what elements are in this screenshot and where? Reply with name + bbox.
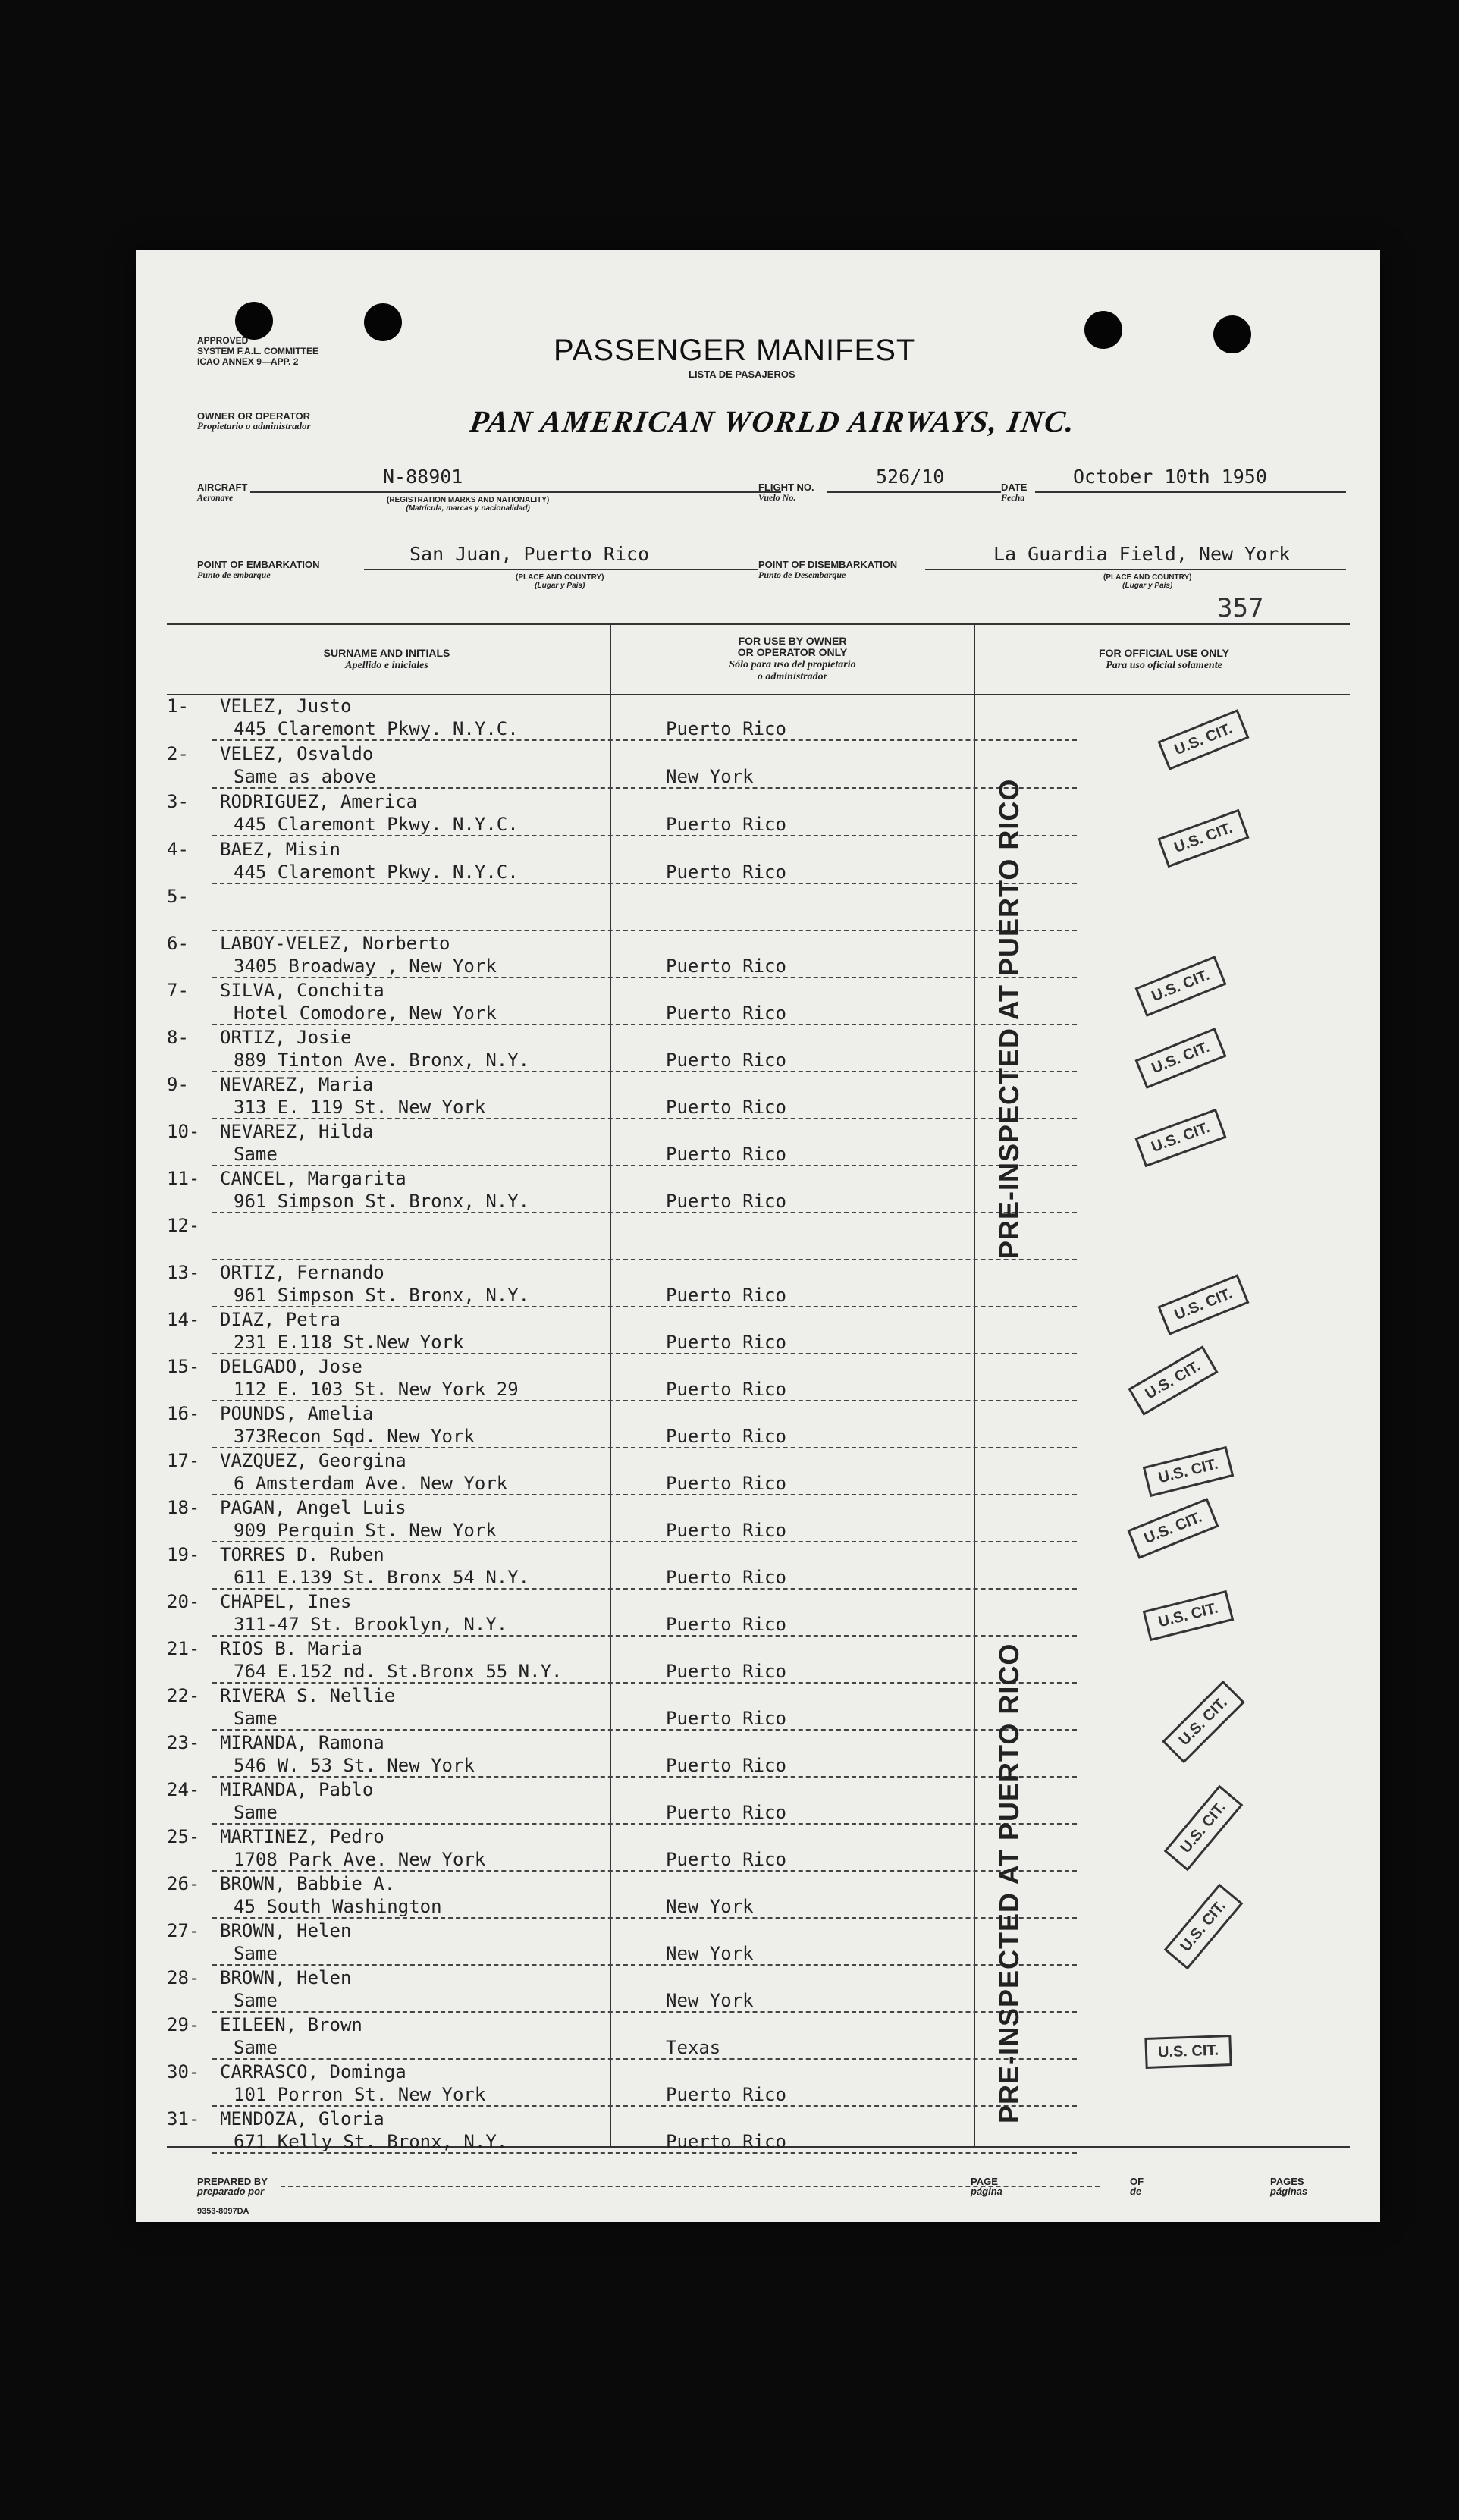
- list-item: [136, 1778, 895, 1825]
- passenger-number: 11-: [167, 1168, 200, 1189]
- passenger-address: 546 W. 53 St. New York: [234, 1755, 475, 1776]
- flight-value: 526/10: [876, 466, 945, 488]
- passenger-number: 10-: [167, 1121, 200, 1142]
- list-item: [136, 1307, 895, 1354]
- passenger-number: 2-: [167, 743, 189, 764]
- owner-use-header: [622, 635, 963, 683]
- passenger-destination: Puerto Rico: [666, 2084, 786, 2105]
- passenger-destination: New York: [666, 1990, 754, 2011]
- passenger-number: 5-: [167, 886, 189, 907]
- passenger-address: 764 E.152 nd. St.Bronx 55 N.Y.: [234, 1661, 563, 1682]
- row-divider: [212, 835, 1077, 836]
- owner-label: [197, 411, 311, 431]
- passenger-name: VELEZ, Osvaldo: [220, 743, 374, 764]
- list-item: [136, 1213, 895, 1260]
- passenger-destination: Puerto Rico: [666, 1849, 786, 1870]
- passenger-destination: Puerto Rico: [666, 2131, 786, 2152]
- list-item: [136, 1495, 895, 1542]
- list-item: [136, 1260, 895, 1307]
- passenger-destination: Puerto Rico: [666, 1755, 786, 1776]
- list-item: [136, 1872, 895, 1919]
- passenger-name: ORTIZ, Fernando: [220, 1262, 384, 1283]
- us-citizen-stamp: U.S. CIT.: [1128, 1345, 1218, 1416]
- passenger-name: LABOY-VELEZ, Norberto: [220, 933, 450, 954]
- surname-header: [250, 648, 523, 671]
- page-subtitle: LISTA DE PASAJEROS: [689, 369, 795, 380]
- list-item: [136, 837, 895, 884]
- passenger-address: 45 South Washington: [234, 1896, 442, 1917]
- surname-header-en: SURNAME AND INITIALS: [323, 647, 450, 659]
- passenger-name: TORRES D. Ruben: [220, 1544, 384, 1565]
- passenger-address: 961 Simpson St. Bronx, N.Y.: [234, 1285, 530, 1306]
- list-item: [136, 931, 895, 978]
- place-note-en: (PLACE AND COUNTRY): [516, 573, 604, 582]
- list-item: [136, 1025, 895, 1072]
- passenger-destination: Texas: [666, 2037, 721, 2058]
- passenger-name: PAGAN, Angel Luis: [220, 1497, 406, 1518]
- list-item: [136, 1590, 895, 1637]
- flight-label: [758, 482, 814, 503]
- page-es: página: [971, 2186, 1002, 2197]
- preinspected-stamp: PRE-INSPECTED AT PUERTO RICO: [993, 1643, 1024, 2123]
- row-divider: [212, 739, 1077, 741]
- airline-name: PAN AMERICAN WORLD AIRWAYS, INC.: [467, 404, 1078, 438]
- passenger-address: 889 Tinton Ave. Bronx, N.Y.: [234, 1050, 530, 1071]
- embark-label-es: Punto de embarque: [197, 570, 271, 580]
- passenger-destination: Puerto Rico: [666, 718, 786, 739]
- passenger-name: MIRANDA, Ramona: [220, 1732, 384, 1753]
- passenger-destination: New York: [666, 766, 754, 787]
- row-divider: [212, 2152, 1077, 2154]
- list-item: [136, 1825, 895, 1872]
- form-number: 9353-8097DA: [197, 2207, 249, 2216]
- passenger-destination: Puerto Rico: [666, 1426, 786, 1447]
- passenger-address: 1708 Park Ave. New York: [234, 1849, 486, 1870]
- passenger-destination: Puerto Rico: [666, 1661, 786, 1682]
- passenger-destination: Puerto Rico: [666, 1802, 786, 1823]
- passenger-name: BROWN, Helen: [220, 1920, 352, 1941]
- punch-hole: [1213, 315, 1251, 353]
- passenger-name: SILVA, Conchita: [220, 980, 384, 1001]
- approved-line: SYSTEM F.A.L. COMMITTEE: [197, 346, 319, 356]
- passenger-name: BROWN, Helen: [220, 1967, 352, 1988]
- list-item: [136, 2060, 895, 2107]
- page-en: PAGE: [971, 2176, 998, 2187]
- us-citizen-stamp: U.S. CIT.: [1134, 1028, 1226, 1089]
- passenger-number: 15-: [167, 1356, 200, 1377]
- aircraft-label-es: Aeronave: [197, 492, 234, 503]
- passenger-name: NEVAREZ, Maria: [220, 1074, 374, 1095]
- passenger-address: 445 Claremont Pkwy. N.Y.C.: [234, 814, 519, 835]
- passenger-address: 445 Claremont Pkwy. N.Y.C.: [234, 718, 519, 739]
- of-es: de: [1130, 2186, 1142, 2197]
- list-item: [136, 1731, 895, 1778]
- owner-label-es: Propietario o administrador: [197, 420, 311, 432]
- passenger-address: Hotel Comodore, New York: [234, 1003, 497, 1024]
- passenger-name: CHAPEL, Ines: [220, 1591, 352, 1612]
- place-note-en: (PLACE AND COUNTRY): [1103, 573, 1192, 582]
- disembark-label: [758, 560, 897, 580]
- us-citizen-stamp: U.S. CIT.: [1143, 1446, 1235, 1497]
- list-item: [136, 1166, 895, 1213]
- disembark-label-es: Punto de Desembarque: [758, 570, 846, 580]
- passenger-address: Same: [234, 2037, 278, 2058]
- place-note-es: (Lugar y País): [535, 582, 585, 590]
- page-label: [971, 2176, 1002, 2196]
- passenger-name: RIVERA S. Nellie: [220, 1685, 396, 1706]
- preinspected-stamp: PRE-INSPECTED AT PUERTO RICO: [993, 778, 1024, 1259]
- passenger-number: 12-: [167, 1215, 200, 1236]
- passenger-destination: Puerto Rico: [666, 1003, 786, 1024]
- date-label-en: DATE: [1001, 482, 1028, 493]
- owner-use-es-line: o administrador: [757, 671, 828, 683]
- place-note-es: (Lugar y País): [1122, 582, 1173, 590]
- approved-block: [197, 335, 318, 367]
- registration-note-es: (Matrícula, marcas y nacionalidad): [406, 504, 530, 513]
- passenger-number: 17-: [167, 1450, 200, 1471]
- passenger-address: 445 Claremont Pkwy. N.Y.C.: [234, 861, 519, 883]
- punch-hole: [1084, 311, 1122, 349]
- passenger-destination: Puerto Rico: [666, 1708, 786, 1729]
- embark-label-en: POINT OF EMBARKATION: [197, 559, 320, 570]
- passenger-destination: Puerto Rico: [666, 861, 786, 883]
- passenger-number: 6-: [167, 933, 189, 954]
- aircraft-label-en: AIRCRAFT: [197, 482, 248, 493]
- passenger-number: 16-: [167, 1403, 200, 1424]
- list-item: [136, 1919, 895, 1966]
- passenger-address: 671 Kelly St. Bronx, N.Y.: [234, 2131, 508, 2152]
- owner-label-en: OWNER OR OPERATOR: [197, 410, 311, 422]
- passenger-destination: Puerto Rico: [666, 1332, 786, 1353]
- official-header-en: FOR OFFICIAL USE ONLY: [1099, 647, 1229, 659]
- aircraft-value: N-88901: [383, 466, 463, 488]
- passenger-number: 30-: [167, 2061, 200, 2082]
- passenger-destination: Puerto Rico: [666, 1379, 786, 1400]
- passenger-name: MENDOZA, Gloria: [220, 2108, 384, 2129]
- passenger-destination: Puerto Rico: [666, 1050, 786, 1071]
- us-citizen-stamp: U.S. CIT.: [1162, 1681, 1245, 1764]
- passenger-address: Same: [234, 1708, 278, 1729]
- passenger-destination: Puerto Rico: [666, 956, 786, 977]
- passenger-number: 8-: [167, 1027, 189, 1048]
- list-item: [136, 1119, 895, 1166]
- passenger-destination: Puerto Rico: [666, 1614, 786, 1635]
- passenger-name: BROWN, Babbie A.: [220, 1873, 396, 1894]
- passenger-address: 373Recon Sqd. New York: [234, 1426, 475, 1447]
- passenger-name: RIOS B. Maria: [220, 1638, 362, 1659]
- registration-note: [387, 496, 549, 513]
- passenger-number: 25-: [167, 1826, 200, 1847]
- flight-label-en: FLIGHT NO.: [758, 482, 814, 493]
- prepared-by-label: [197, 2176, 268, 2196]
- passenger-name: VELEZ, Justo: [220, 695, 352, 717]
- list-item: [136, 1637, 895, 1684]
- passenger-name: MARTINEZ, Pedro: [220, 1826, 384, 1847]
- passenger-destination: New York: [666, 1896, 754, 1917]
- passenger-address: 313 E. 119 St. New York: [234, 1097, 486, 1118]
- passenger-address: Same as above: [234, 766, 376, 787]
- approved-line: ICAO ANNEX 9—APP. 2: [197, 356, 299, 367]
- passenger-name: ORTIZ, Josie: [220, 1027, 352, 1048]
- list-item: [136, 2013, 895, 2060]
- date-label: [1001, 482, 1027, 503]
- list-item: [136, 1448, 895, 1495]
- surname-header-es: Apellido e iniciales: [345, 660, 428, 671]
- official-header: [986, 648, 1342, 671]
- us-citizen-stamp: U.S. CIT.: [1134, 1109, 1226, 1168]
- passenger-number: 4-: [167, 839, 189, 860]
- passenger-number: 23-: [167, 1732, 200, 1753]
- of-label: [1130, 2176, 1144, 2196]
- passenger-address: 311-47 St. Brooklyn, N.Y.: [234, 1614, 508, 1635]
- passenger-destination: Puerto Rico: [666, 1097, 786, 1118]
- passenger-name: DELGADO, Jose: [220, 1356, 362, 1377]
- passenger-address: Same: [234, 1990, 278, 2011]
- official-header-es: Para uso oficial solamente: [1106, 660, 1222, 671]
- passenger-destination: Puerto Rico: [666, 1191, 786, 1212]
- registration-note-en: (REGISTRATION MARKS AND NATIONALITY): [387, 496, 550, 504]
- passenger-destination: Puerto Rico: [666, 1473, 786, 1494]
- passenger-address: 909 Perquin St. New York: [234, 1520, 497, 1541]
- pages-label: [1270, 2176, 1307, 2196]
- owner-use-line: OR OPERATOR ONLY: [737, 646, 848, 658]
- prepared-en: PREPARED BY: [197, 2176, 268, 2187]
- approved-line: APPROVED: [197, 335, 249, 346]
- us-citizen-stamp: U.S. CIT.: [1164, 1785, 1244, 1872]
- passenger-number: 21-: [167, 1638, 200, 1659]
- passenger-name: CARRASCO, Dominga: [220, 2061, 406, 2082]
- passenger-address: 231 E.118 St.New York: [234, 1332, 464, 1353]
- passenger-address: 112 E. 103 St. New York 29: [234, 1379, 519, 1400]
- us-citizen-stamp: U.S. CIT.: [1144, 2035, 1232, 2069]
- passenger-address: 6 Amsterdam Ave. New York: [234, 1473, 508, 1494]
- passenger-number: 18-: [167, 1497, 200, 1518]
- passenger-number: 28-: [167, 1967, 200, 1988]
- passenger-number: 7-: [167, 980, 189, 1001]
- us-citizen-stamp: U.S. CIT.: [1157, 809, 1249, 868]
- disembark-place-note: [1103, 573, 1191, 590]
- punch-hole: [235, 302, 273, 340]
- passenger-name: POUNDS, Amelia: [220, 1403, 374, 1424]
- page-title: PASSENGER MANIFEST: [554, 334, 916, 367]
- passenger-address: Same: [234, 1802, 278, 1823]
- list-item: [136, 1354, 895, 1401]
- embark-value: San Juan, Puerto Rico: [409, 543, 650, 565]
- list-item: [136, 694, 895, 741]
- passenger-name: BAEZ, Misin: [220, 839, 340, 860]
- us-citizen-stamp: U.S. CIT.: [1157, 1274, 1249, 1335]
- list-item: [136, 1684, 895, 1731]
- date-label-es: Fecha: [1001, 492, 1025, 503]
- passenger-address: 611 E.139 St. Bronx 54 N.Y.: [234, 1567, 530, 1588]
- passenger-number: 24-: [167, 1779, 200, 1800]
- passenger-number: 14-: [167, 1309, 200, 1330]
- passenger-number: 20-: [167, 1591, 200, 1612]
- list-item: [136, 884, 895, 931]
- list-item: [136, 1072, 895, 1119]
- passenger-name: VAZQUEZ, Georgina: [220, 1450, 406, 1471]
- passenger-name: MIRANDA, Pablo: [220, 1779, 374, 1800]
- passenger-number: 22-: [167, 1685, 200, 1706]
- list-item: [136, 1401, 895, 1448]
- passenger-destination: New York: [666, 1943, 754, 1964]
- us-citizen-stamp: U.S. CIT.: [1134, 956, 1226, 1017]
- passenger-address: 101 Porron St. New York: [234, 2084, 486, 2105]
- passenger-destination: Puerto Rico: [666, 1285, 786, 1306]
- passenger-number: 9-: [167, 1074, 189, 1095]
- passenger-address: 3405 Broadway , New York: [234, 956, 497, 977]
- date-value: October 10th 1950: [1073, 466, 1267, 488]
- owner-use-line: FOR USE BY OWNER: [738, 635, 847, 647]
- list-item: [136, 789, 895, 836]
- passenger-name: CANCEL, Margarita: [220, 1168, 406, 1189]
- pages-es: páginas: [1270, 2186, 1308, 2197]
- passenger-destination: Puerto Rico: [666, 1520, 786, 1541]
- passenger-number: 19-: [167, 1544, 200, 1565]
- list-item: [136, 1542, 895, 1590]
- passenger-name: EILEEN, Brown: [220, 2014, 362, 2035]
- row-divider: [212, 787, 1077, 789]
- passenger-name: NEVAREZ, Hilda: [220, 1121, 374, 1142]
- us-citizen-stamp: U.S. CIT.: [1127, 1498, 1219, 1559]
- passenger-number: 26-: [167, 1873, 200, 1894]
- passenger-number: 27-: [167, 1920, 200, 1941]
- us-citizen-stamp: U.S. CIT.: [1143, 1590, 1235, 1641]
- list-item: [136, 1966, 895, 2013]
- punch-hole: [364, 303, 402, 341]
- manifest-sheet: [136, 250, 1380, 2222]
- passenger-address: Same: [234, 1943, 278, 1964]
- passenger-number: 3-: [167, 791, 189, 812]
- passenger-destination: Puerto Rico: [666, 814, 786, 835]
- embark-place-note: [516, 573, 604, 590]
- passenger-address: Same: [234, 1144, 278, 1165]
- disembark-value: La Guardia Field, New York: [993, 543, 1291, 565]
- passenger-destination: Puerto Rico: [666, 1144, 786, 1165]
- flight-label-es: Vuelo No.: [758, 492, 796, 503]
- passenger-number: 13-: [167, 1262, 200, 1283]
- page-number: 357: [1217, 593, 1264, 623]
- passenger-name: RODRIGUEZ, America: [220, 791, 418, 812]
- passenger-destination: Puerto Rico: [666, 1567, 786, 1588]
- us-citizen-stamp: U.S. CIT.: [1164, 1884, 1244, 1970]
- passenger-number: 29-: [167, 2014, 200, 2035]
- passenger-address: 961 Simpson St. Bronx, N.Y.: [234, 1191, 530, 1212]
- passenger-number: 1-: [167, 695, 189, 717]
- pages-en: PAGES: [1270, 2176, 1304, 2187]
- prepared-es: preparado por: [197, 2186, 265, 2197]
- list-item: [136, 742, 895, 789]
- embark-label: [197, 560, 320, 580]
- us-citizen-stamp: U.S. CIT.: [1157, 709, 1249, 770]
- passenger-number: 31-: [167, 2108, 200, 2129]
- disembark-label-en: POINT OF DISEMBARKATION: [758, 559, 898, 570]
- passenger-name: DIAZ, Petra: [220, 1309, 340, 1330]
- list-item: [136, 2107, 895, 2154]
- list-item: [136, 978, 895, 1025]
- aircraft-label: [197, 482, 247, 503]
- owner-use-es-line: Sólo para uso del propietario: [729, 659, 856, 670]
- of-en: OF: [1130, 2176, 1144, 2187]
